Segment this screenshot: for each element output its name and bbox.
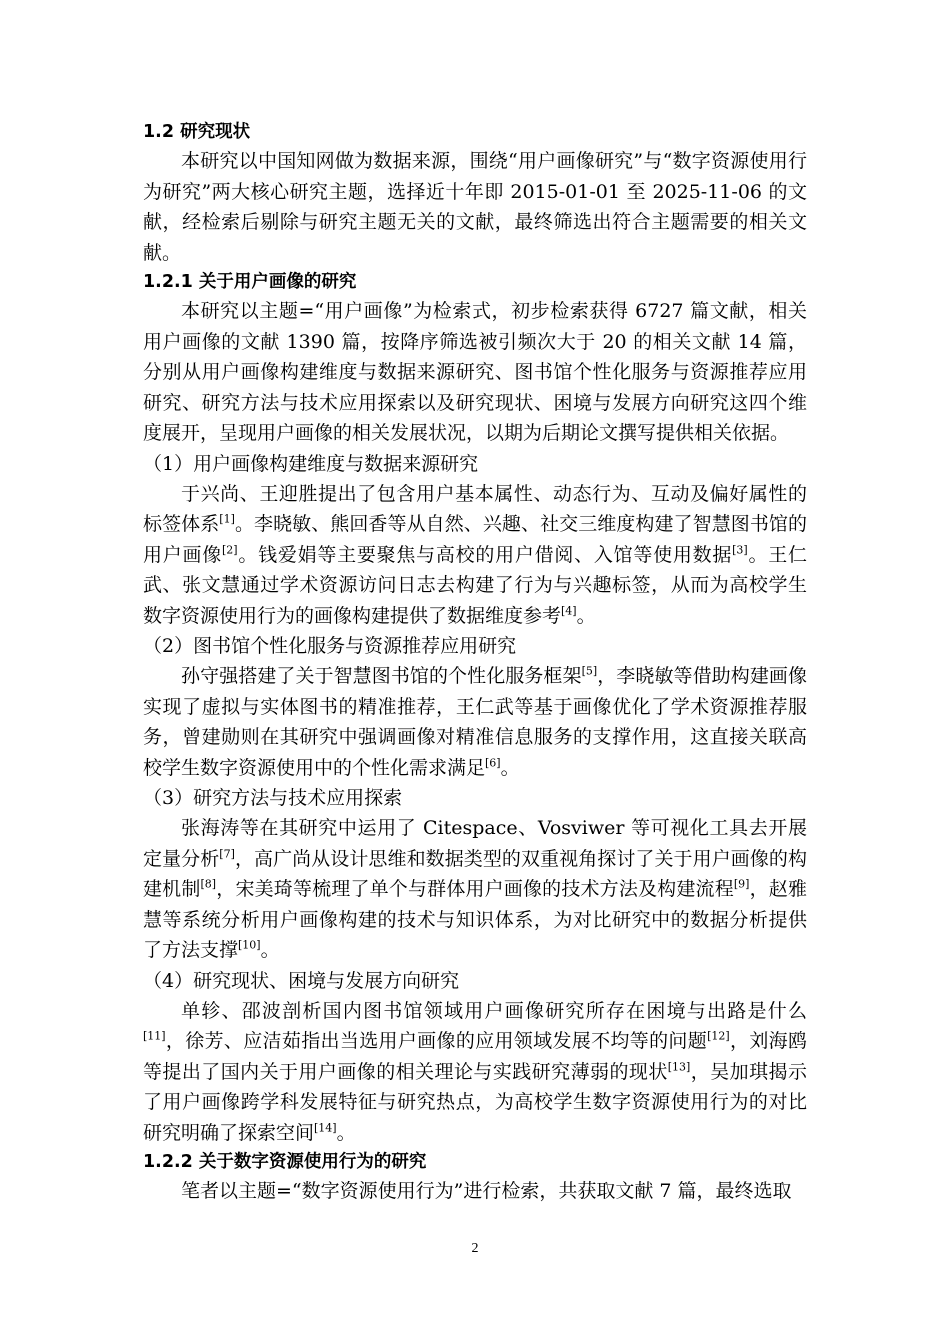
text-run: ，宋美琦等梳理了单个与群体用户画像的技术方法及构建流程 (216, 878, 734, 900)
citation-ref: [13] (667, 1060, 691, 1074)
topic-heading-3: （3）研究方法与技术应用探索 (143, 787, 403, 809)
text-run: 张海涛等在其研究中运用了 Citespace、Vosviwer 等可视化工具去开展定量分析 (143, 817, 807, 870)
text-run: ，徐芳、应洁茹指出当选用户画像的应用领域发展不均等的问题 (165, 1030, 708, 1052)
section-heading: 1.2 研究现状 (143, 122, 251, 142)
text-run: 。钱爱娟等主要聚焦与高校的用户借阅、入馆等使用数据 (237, 543, 733, 566)
text-run: ，赵雅慧等系统分析用户画像构建的技术与知识体系，为对比研究中的数据分析提供了方法支撑 (143, 878, 807, 961)
text-run: 。李晓敏、熊回香等从自然、兴趣、社交三维度构建了智慧图书馆的用户画像 (143, 513, 807, 566)
text-run: 。 (576, 604, 596, 627)
citation-ref: [2] (222, 543, 238, 557)
topic-heading-4: （4）研究现状、困境与发展方向研究 (143, 969, 460, 992)
user-profile-intro-paragraph: 本研究以主题=“用户画像”为检索式，初步检索获得 6727 篇文献，相关用户画像的文献 1390 篇，按降序筛选被引频次大于 20 的相关文献 14 篇，分别从用户画像构建维度与数据来源研究、图书馆个性化服务与资源推荐应用研究、研究方法与技术应用探索以及研究现状、困境与发展方向研究这四个维度展开，呈现用户画像的相关发展状况，以期为后期论文撰写提供相关依据。 (143, 300, 807, 444)
text-run: 。 (260, 939, 280, 961)
topic-paragraph-1 (143, 479, 807, 632)
citation-ref: [6] (485, 756, 501, 770)
citation-ref: [3] (732, 543, 748, 557)
subsection-heading-user-profile: 1.2.1 关于用户画像的研究 (143, 272, 357, 292)
text-run: 孙守强搭建了关于智慧图书馆的个性化服务框架 (181, 665, 582, 687)
text-run: ，高广尚从设计思维和数据类型的双重视角探讨了关于用户画像的构建机制 (143, 847, 807, 900)
text-run: 。王仁武、张文慧通过学术资源访问日志去构建了行为与兴趣标签，从而为高校学生数字资源使用行为的画像构建提供了数据维度参考 (143, 543, 807, 627)
text-run: ，李晓敏等借助构建画像实现了虚拟与实体图书的精准推荐，王仁武等基于画像优化了学术资源推荐服务，曾建勋则在其研究中强调画像对精准信息服务的支撑作用，这直接关联高校学生数字资源使用中的个性化需求满足 (143, 665, 807, 779)
topic-paragraph-2 (143, 661, 807, 783)
text-run: 于兴尚、王迎胜提出了包含用户基本属性、动态行为、互动及偏好属性的标签体系 (143, 482, 807, 535)
text-run: 。 (500, 756, 520, 779)
citation-ref: [4] (561, 604, 577, 618)
citation-ref: [7] (219, 847, 235, 861)
digital-resource-intro-paragraph: 笔者以主题=“数字资源使用行为”进行检索，共获取文献 7 篇，最终选取 (181, 1180, 792, 1202)
page-content (143, 118, 807, 1207)
citation-ref: [8] (200, 877, 217, 891)
topic-paragraph-3 (143, 813, 807, 966)
citation-ref: [14] (314, 1121, 337, 1135)
citation-ref: [11] (143, 1029, 166, 1043)
text-run: 单轸、邵波剖析国内图书馆领域用户画像研究所存在困境与出路是什么 (181, 999, 807, 1022)
citation-ref: [5] (581, 664, 598, 678)
topic-paragraph-4 (143, 996, 807, 1149)
citation-ref: [10] (238, 938, 261, 952)
citation-ref: [12] (707, 1029, 730, 1043)
text-run: ，刘海鸥等提出了国内关于用户画像的相关理论与实践研究薄弱的现状 (143, 1030, 807, 1083)
topic-heading-1: （1）用户画像构建维度与数据来源研究 (143, 452, 479, 475)
citation-ref: [9] (733, 877, 750, 891)
citation-ref: [1] (219, 512, 235, 526)
topic-heading-2: （2）图书馆个性化服务与资源推荐应用研究 (143, 635, 517, 657)
subsection-heading-digital-resource: 1.2.2 关于数字资源使用行为的研究 (143, 1152, 427, 1172)
text-run: ，吴加琪揭示了用户画像跨学科发展特征与研究热点，为高校学生数字资源使用行为的对比研究明确了探索空间 (143, 1060, 807, 1144)
page-number: 2 (471, 1241, 479, 1256)
text-run: 。 (336, 1121, 356, 1144)
section-intro-paragraph: 本研究以中国知网做为数据来源，围绕“用户画像研究”与“数字资源使用行为研究”两大核心研究主题，选择近十年即 2015-01-01 至 2025-11-06 的文献，经检索后剔除与研究主题无关的文献，最终筛选出符合主题需要的相关文献。 (143, 150, 807, 264)
